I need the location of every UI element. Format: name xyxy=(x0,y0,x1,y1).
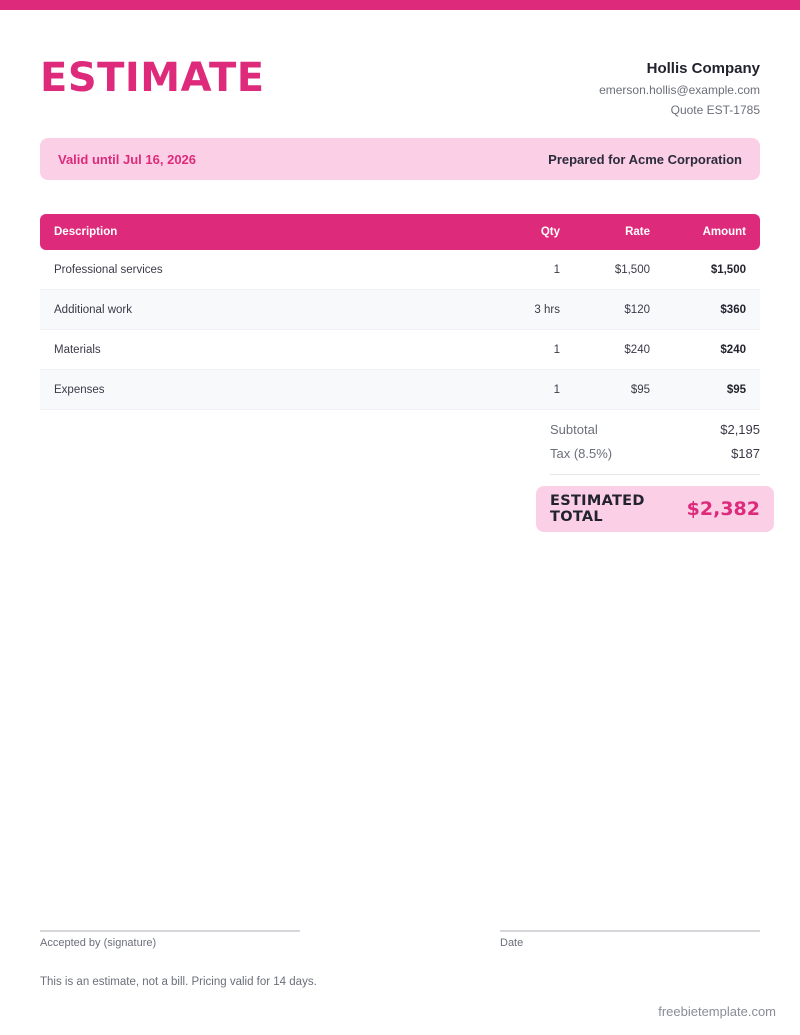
header-amount: Amount xyxy=(702,226,746,238)
watermark: freebietemplate.com xyxy=(658,1004,776,1019)
signature-line[interactable] xyxy=(40,930,300,932)
header-qty: Qty xyxy=(540,226,560,238)
tax-row xyxy=(550,442,760,466)
footer-note: This is an estimate, not a bill. Pricing valid for 14 days. xyxy=(40,976,317,988)
row-description: Additional work xyxy=(54,303,132,316)
valid-until: Valid until Jul 16, 2026 xyxy=(58,151,197,167)
table-row xyxy=(40,250,760,290)
document-title: ESTIMATE xyxy=(40,55,265,101)
signature-caption: Accepted by (signature) xyxy=(40,937,157,949)
tax-value: $187 xyxy=(731,446,760,461)
signature-block xyxy=(40,930,300,949)
tax-label: Tax (8.5%) xyxy=(550,446,613,461)
row-qty: 1 xyxy=(553,343,560,356)
table-header xyxy=(40,214,760,250)
row-rate: $120 xyxy=(624,303,650,316)
estimated-total-box xyxy=(536,486,774,532)
row-rate: $240 xyxy=(624,343,650,356)
row-qty: 1 xyxy=(553,383,560,396)
table-row xyxy=(40,370,760,410)
date-caption: Date xyxy=(500,937,524,949)
row-qty: 1 xyxy=(553,263,560,276)
row-rate: $1,500 xyxy=(614,263,650,276)
subtotal-value: $2,195 xyxy=(720,422,760,437)
row-rate: $95 xyxy=(630,383,650,396)
table-row xyxy=(40,330,760,370)
estimated-total-value: $2,382 xyxy=(686,498,760,520)
company-info xyxy=(599,58,760,120)
company-email: emerson.hollis@example.com xyxy=(599,83,760,97)
row-amount: $1,500 xyxy=(710,263,746,276)
totals-block xyxy=(550,418,760,475)
table-row xyxy=(40,290,760,330)
estimated-total-label: ESTIMATED TOTAL xyxy=(550,493,645,525)
company-name: Hollis Company xyxy=(646,60,760,77)
subtotal-row xyxy=(550,418,760,442)
row-description: Professional services xyxy=(54,263,163,276)
subtotal-label: Subtotal xyxy=(550,422,598,437)
row-amount: $360 xyxy=(720,303,746,316)
prepared-for: Prepared for Acme Corporation xyxy=(548,151,742,167)
top-accent-bar xyxy=(0,0,800,10)
row-qty: 3 hrs xyxy=(534,303,560,316)
line-items-table xyxy=(40,214,760,410)
validity-banner xyxy=(40,138,760,180)
quote-number: Quote EST-1785 xyxy=(670,103,760,117)
totals-divider xyxy=(550,474,760,475)
date-block xyxy=(500,930,760,949)
date-line[interactable] xyxy=(500,930,760,932)
row-amount: $240 xyxy=(720,343,746,356)
row-description: Materials xyxy=(54,343,101,356)
header-rate: Rate xyxy=(625,226,650,238)
row-amount: $95 xyxy=(726,383,746,396)
header-description: Description xyxy=(54,226,118,238)
row-description: Expenses xyxy=(54,383,105,396)
